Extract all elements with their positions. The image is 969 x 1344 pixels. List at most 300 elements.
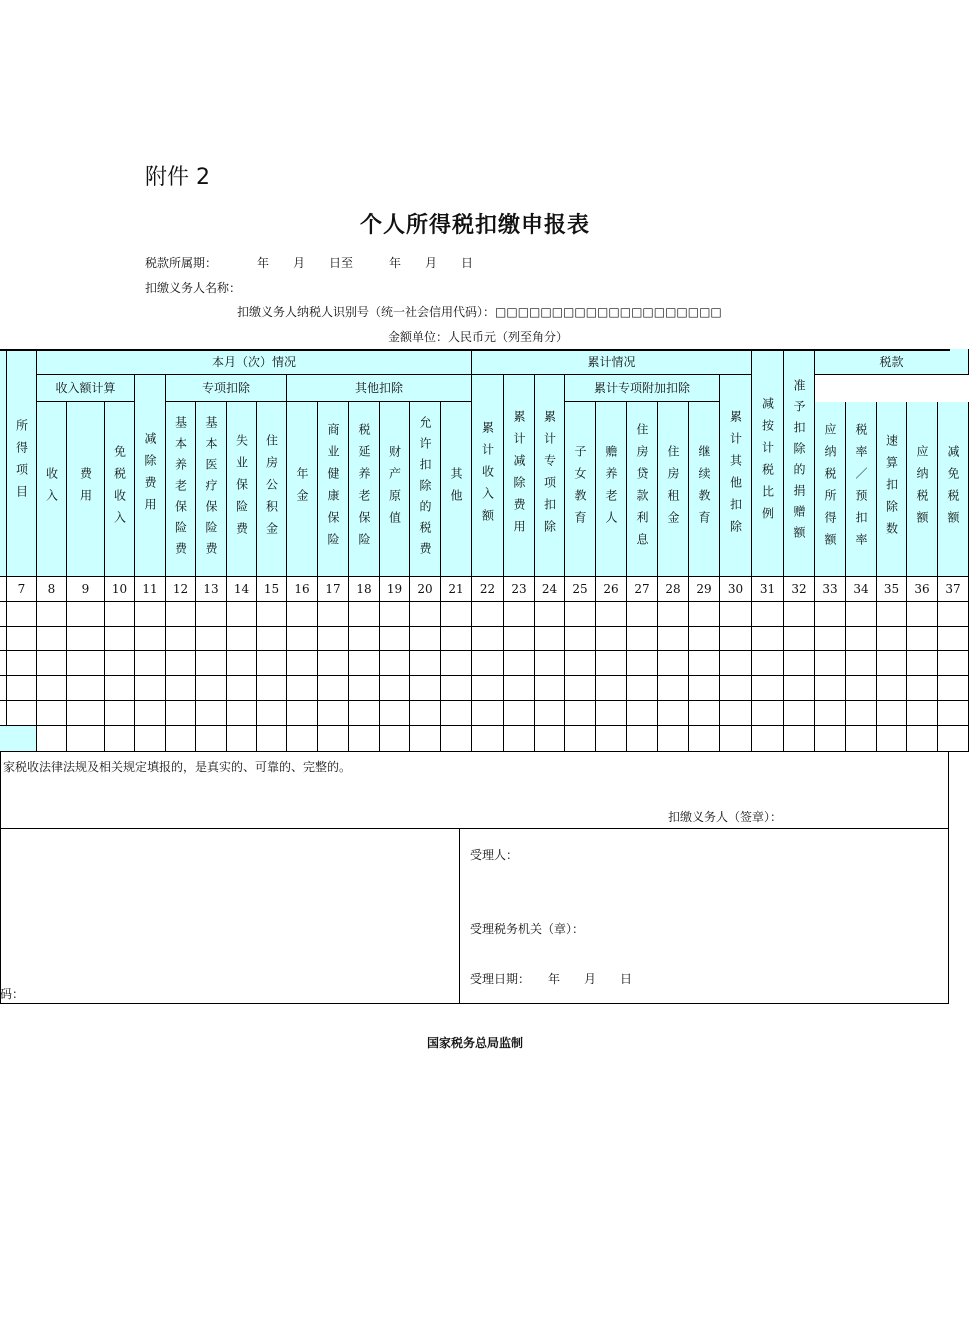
table-cell — [67, 651, 105, 676]
column-header-23 — [504, 375, 535, 577]
column-header-11-text: 减除费用 — [143, 431, 157, 520]
column-header-30-text: 累计其他扣除 — [728, 409, 743, 542]
table-cell — [877, 676, 907, 701]
table-cell — [846, 726, 877, 752]
subgroup-income-calc-text: 收入额计算 — [55, 381, 116, 395]
table-cell — [380, 676, 410, 701]
column-number-16-text: 16 — [294, 582, 310, 596]
table-cell — [37, 676, 67, 701]
table-cell — [877, 651, 907, 676]
column-number-26 — [596, 577, 627, 602]
tax-office-label: 受理税务机关（章）： — [470, 922, 585, 936]
column-number-17-text: 17 — [325, 582, 341, 596]
tax-period-value: 年 月 日至 年 月 日 — [257, 256, 474, 270]
table-cell — [349, 602, 380, 627]
column-header-8-text: 收入 — [44, 467, 59, 511]
table-cell — [596, 726, 627, 752]
column-number-24-text: 24 — [541, 582, 558, 596]
table-cell — [105, 676, 135, 701]
column-header-23-text: 累计减除费用 — [512, 409, 526, 542]
table-cell — [349, 651, 380, 676]
table-cell — [7, 676, 37, 701]
column-header-35-text: 速算扣除数 — [884, 434, 899, 544]
table-cell — [318, 651, 349, 676]
table-cell — [784, 726, 815, 752]
column-number-9-text: 9 — [81, 582, 90, 596]
table-cell — [287, 676, 318, 701]
column-header-31-text: 减按计税比例 — [760, 396, 775, 529]
column-header-14 — [227, 402, 257, 577]
column-header-26 — [596, 402, 627, 577]
table-cell — [472, 627, 504, 651]
table-cell — [689, 726, 720, 752]
column-number-13-text: 13 — [203, 582, 219, 596]
table-cell — [349, 701, 380, 726]
table-cell — [105, 651, 135, 676]
column-number-35-text: 35 — [883, 582, 900, 596]
tax-period-line — [145, 254, 473, 271]
column-number-23-text: 23 — [511, 582, 527, 596]
table-cell — [596, 627, 627, 651]
column-header-19 — [380, 402, 410, 577]
table-cell — [658, 651, 689, 676]
column-header-8 — [37, 402, 67, 577]
column-header-10 — [105, 402, 135, 577]
column-header-7 — [7, 349, 37, 577]
table-cell — [257, 726, 287, 752]
table-cell — [380, 701, 410, 726]
table-cell — [287, 651, 318, 676]
table-cell — [627, 651, 658, 676]
table-cell — [815, 651, 846, 676]
table-cell — [441, 651, 472, 676]
table-cell — [472, 602, 504, 627]
column-header-20-text: 允许扣除的税费 — [418, 415, 432, 563]
column-number-21-text: 21 — [448, 582, 464, 596]
table-cell — [720, 602, 752, 627]
table-cell — [596, 676, 627, 701]
table-cell — [689, 651, 720, 676]
column-header-18-text: 税延养老保险 — [357, 423, 371, 555]
column-header-13 — [196, 402, 227, 577]
column-header-24-text: 累计专项扣除 — [542, 409, 557, 542]
table-cell — [627, 602, 658, 627]
table-cell — [504, 651, 535, 676]
total-row-label-cell — [0, 726, 37, 752]
table-cell — [689, 627, 720, 651]
table-cell — [784, 701, 815, 726]
table-cell — [37, 726, 67, 752]
table-cell — [627, 726, 658, 752]
table-cell — [257, 676, 287, 701]
table-cell — [0, 676, 7, 701]
table-cell — [815, 676, 846, 701]
column-number-36 — [907, 577, 938, 602]
column-number-33-text: 33 — [822, 582, 838, 596]
table-cell — [504, 701, 535, 726]
table-cell — [410, 627, 441, 651]
column-header-21 — [441, 402, 472, 577]
column-header-25-text: 子女教育 — [573, 445, 587, 533]
column-number-23 — [504, 577, 535, 602]
column-header-37-text: 减免税额 — [946, 445, 960, 533]
column-number-15 — [257, 577, 287, 602]
column-number-37-text: 37 — [945, 582, 961, 596]
column-header-33 — [815, 402, 846, 577]
table-cell — [135, 726, 166, 752]
table-cell — [752, 602, 784, 627]
subgroup-other-deduction-text: 其他扣除 — [354, 381, 403, 395]
table-cell — [257, 651, 287, 676]
table-cell — [349, 726, 380, 752]
table-cell — [105, 602, 135, 627]
withholder-name-label: 扣缴义务人名称： — [145, 281, 242, 295]
column-header-13-text: 基本医疗保险费 — [204, 415, 218, 563]
column-number-12 — [166, 577, 196, 602]
column-header-9 — [67, 402, 105, 577]
column-header-36-text: 应纳税额 — [915, 445, 929, 533]
column-number-10-text: 10 — [111, 582, 128, 596]
column-header-17-text: 商业健康保险 — [326, 423, 340, 555]
table-cell — [67, 701, 105, 726]
table-cell — [410, 701, 441, 726]
table-cell — [287, 602, 318, 627]
column-header-20 — [410, 402, 441, 577]
column-header-32-text: 准予扣除的捐赠额 — [792, 378, 806, 547]
table-cell — [37, 701, 67, 726]
acceptance-date-label: 受理日期： 年 月 日 — [470, 972, 633, 986]
table-cell — [689, 701, 720, 726]
table-cell — [0, 627, 7, 651]
withholder-taxid-label: 扣缴义务人纳税人识别号（统一社会信用代码）： — [237, 305, 496, 319]
table-cell — [907, 602, 938, 627]
table-cell — [166, 651, 196, 676]
table-cell — [67, 627, 105, 651]
table-cell — [938, 676, 969, 701]
table-cell — [410, 676, 441, 701]
column-header-34 — [846, 402, 877, 577]
table-cell — [135, 602, 166, 627]
group-tax-calc — [815, 349, 969, 375]
table-cell — [846, 676, 877, 701]
table-cell — [287, 701, 318, 726]
table-cell — [0, 651, 7, 676]
column-header-36 — [907, 402, 938, 577]
table-cell — [565, 602, 596, 627]
column-header-19-text: 财产原值 — [387, 445, 402, 533]
column-number-31 — [752, 577, 784, 602]
table-cell — [877, 701, 907, 726]
footer-supervisor: 国家税务总局监制 — [426, 1036, 523, 1050]
column-header-26-text: 赡养老人 — [604, 445, 618, 533]
table-cell — [658, 701, 689, 726]
column-header-14-text: 失业保险费 — [234, 434, 249, 544]
table-cell — [318, 676, 349, 701]
table-cell — [627, 676, 658, 701]
column-number-30-text: 30 — [727, 582, 744, 596]
table-cell — [135, 627, 166, 651]
table-cell — [877, 726, 907, 752]
table-cell — [227, 627, 257, 651]
table-cell — [196, 651, 227, 676]
table-cell — [846, 701, 877, 726]
table-cell — [815, 627, 846, 651]
table-cell — [166, 627, 196, 651]
column-number-8-text: 8 — [47, 582, 56, 596]
table-cell — [166, 676, 196, 701]
table-cell — [938, 602, 969, 627]
table-cell — [380, 602, 410, 627]
group-cumulative-text: 累计情况 — [587, 354, 636, 369]
table-cell — [227, 701, 257, 726]
table-cell — [196, 726, 227, 752]
table-cell — [441, 701, 472, 726]
table-cell — [227, 651, 257, 676]
table-cell — [472, 676, 504, 701]
column-header-7-text: 所得项目 — [14, 418, 29, 507]
column-header-15-text: 住房公积金 — [264, 434, 279, 544]
table-cell — [7, 651, 37, 676]
table-cell — [380, 627, 410, 651]
table-cell — [67, 602, 105, 627]
column-number-14 — [227, 577, 257, 602]
declaration-table — [0, 349, 961, 752]
column-number-7-text: 7 — [17, 582, 26, 596]
column-number-28 — [658, 577, 689, 602]
column-header-32 — [784, 349, 815, 577]
table-cell — [752, 726, 784, 752]
table-cell — [784, 676, 815, 701]
table-cell — [410, 726, 441, 752]
column-number-34-text: 34 — [853, 582, 869, 596]
withholder-signature-label: 扣缴义务人（签章）： — [668, 810, 783, 824]
table-cell — [349, 627, 380, 651]
table-cell — [815, 602, 846, 627]
table-cell — [658, 676, 689, 701]
column-header-27 — [627, 402, 658, 577]
table-cell — [196, 701, 227, 726]
column-header-12 — [166, 402, 196, 577]
table-cell — [846, 602, 877, 627]
table-cell — [504, 602, 535, 627]
table-cell — [441, 726, 472, 752]
table-cell — [441, 627, 472, 651]
column-number-18-text: 18 — [356, 582, 372, 596]
table-cell — [105, 627, 135, 651]
column-header-16-text: 年金 — [295, 467, 309, 511]
column-number-36-text: 36 — [914, 582, 930, 596]
column-header-18 — [349, 402, 380, 577]
column-number-19 — [380, 577, 410, 602]
column-number-17 — [318, 577, 349, 602]
column-header-27-text: 住房贷款利息 — [635, 423, 649, 555]
column-header-22 — [472, 375, 504, 577]
column-number-20-text: 20 — [417, 582, 433, 596]
column-header-29-text: 继续教育 — [697, 445, 711, 533]
table-cell — [0, 602, 7, 627]
table-cell — [535, 676, 565, 701]
column-number-27-text: 27 — [634, 582, 650, 596]
table-cell — [7, 627, 37, 651]
table-cell — [752, 627, 784, 651]
table-cell — [227, 676, 257, 701]
table-cell — [196, 627, 227, 651]
table-cell — [720, 726, 752, 752]
column-header-28 — [658, 402, 689, 577]
column-header-33-text: 应纳税所得额 — [823, 423, 837, 555]
group-cumulative — [472, 349, 752, 375]
table-cell — [441, 676, 472, 701]
table-cell — [227, 726, 257, 752]
column-header-17 — [318, 402, 349, 577]
table-cell — [846, 651, 877, 676]
table-cell — [287, 627, 318, 651]
table-cell — [907, 676, 938, 701]
table-cell — [227, 602, 257, 627]
column-number-7 — [7, 577, 37, 602]
table-cell — [37, 651, 67, 676]
column-number-34 — [846, 577, 877, 602]
column-header-21-text: 其他 — [449, 467, 463, 511]
table-cell — [257, 602, 287, 627]
table-cell — [938, 651, 969, 676]
table-cell — [166, 726, 196, 752]
table-cell — [815, 726, 846, 752]
agent-info-box — [0, 828, 460, 1004]
column-header-11 — [135, 375, 166, 577]
table-cell — [784, 651, 815, 676]
column-header-34-text: 税率／预扣率 — [854, 423, 868, 555]
column-number-11-text: 11 — [142, 582, 158, 596]
group-current-month-text: 本月（次）情况 — [211, 354, 296, 369]
column-header-28-text: 住房租金 — [666, 445, 680, 533]
column-number-9 — [67, 577, 105, 602]
table-cell — [380, 726, 410, 752]
subgroup-special-deduction — [166, 375, 287, 402]
table-cell — [504, 676, 535, 701]
column-number-29 — [689, 577, 720, 602]
table-cell — [720, 676, 752, 701]
column-header-29 — [689, 402, 720, 577]
table-cell — [784, 627, 815, 651]
table-cell — [565, 701, 596, 726]
table-cell — [846, 627, 877, 651]
table-cell — [380, 651, 410, 676]
table-cell — [7, 701, 37, 726]
table-cell — [472, 651, 504, 676]
taxid-boxes: □□□□□□□□□□□□□□□□□□□□ — [495, 305, 722, 319]
table-cell — [596, 602, 627, 627]
table-cell — [135, 651, 166, 676]
table-cell — [907, 627, 938, 651]
column-number-15-text: 15 — [263, 582, 280, 596]
table-cell — [318, 701, 349, 726]
table-cell — [627, 701, 658, 726]
table-cell — [441, 602, 472, 627]
table-cell — [67, 726, 105, 752]
column-header-25 — [565, 402, 596, 577]
table-cell — [565, 627, 596, 651]
column-number-26-text: 26 — [603, 582, 619, 596]
table-cell — [135, 701, 166, 726]
table-cell — [720, 701, 752, 726]
column-header-37 — [938, 402, 969, 577]
table-cell — [752, 676, 784, 701]
subgroup-special-deduction-text: 专项扣除 — [201, 381, 250, 395]
table-cell — [596, 651, 627, 676]
column-number-24 — [535, 577, 565, 602]
table-cell — [37, 602, 67, 627]
table-cell — [565, 726, 596, 752]
table-cell — [287, 726, 318, 752]
table-cell — [938, 627, 969, 651]
column-number-12-text: 12 — [172, 582, 189, 596]
column-header-30 — [720, 375, 752, 577]
table-cell — [0, 701, 7, 726]
table-cell — [410, 602, 441, 627]
table-cell — [535, 651, 565, 676]
table-cell — [784, 602, 815, 627]
table-cell — [752, 651, 784, 676]
table-cell — [257, 701, 287, 726]
column-header-9-text: 费用 — [78, 467, 93, 511]
table-cell — [166, 701, 196, 726]
table-cell — [689, 676, 720, 701]
column-header-15 — [257, 402, 287, 577]
table-cell — [907, 701, 938, 726]
subgroup-other-deduction — [287, 375, 472, 402]
subgroup-income-calc — [37, 375, 135, 402]
receiver-label: 受理人： — [470, 848, 519, 862]
column-number-19-text: 19 — [386, 582, 403, 596]
table-cell — [658, 726, 689, 752]
table-cell — [318, 726, 349, 752]
column-number-25 — [565, 577, 596, 602]
tax-period-label: 税款所属期： — [145, 256, 218, 270]
column-number-27 — [627, 577, 658, 602]
group-tax-calc-text: 税款 — [879, 354, 904, 369]
table-cell — [410, 651, 441, 676]
table-cell — [752, 701, 784, 726]
column-number-11 — [135, 577, 166, 602]
column-number-20 — [410, 577, 441, 602]
table-cell — [196, 676, 227, 701]
subgroup-cum-special-additional-text: 累计专项附加扣除 — [593, 381, 690, 395]
table-cell — [504, 627, 535, 651]
column-number-25-text: 25 — [572, 582, 588, 596]
column-number-32 — [784, 577, 815, 602]
table-cell — [504, 726, 535, 752]
column-number-10 — [105, 577, 135, 602]
agent-code-label: 码： — [0, 987, 25, 1001]
column-number-16 — [287, 577, 318, 602]
column-header-12-text: 基本养老保险费 — [173, 415, 188, 563]
column-number-21 — [441, 577, 472, 602]
table-cell — [815, 701, 846, 726]
form-title: 个人所得税扣缴申报表 — [359, 212, 590, 238]
column-number-31-text: 31 — [759, 582, 776, 596]
column-number-22 — [472, 577, 504, 602]
column-number-14-text: 14 — [233, 582, 250, 596]
table-cell — [105, 701, 135, 726]
table-cell — [596, 701, 627, 726]
column-header-22-text: 累计收入额 — [480, 420, 495, 531]
column-number-6 — [0, 577, 7, 602]
column-number-13 — [196, 577, 227, 602]
table-cell — [535, 726, 565, 752]
table-cell — [720, 651, 752, 676]
table-cell — [907, 726, 938, 752]
